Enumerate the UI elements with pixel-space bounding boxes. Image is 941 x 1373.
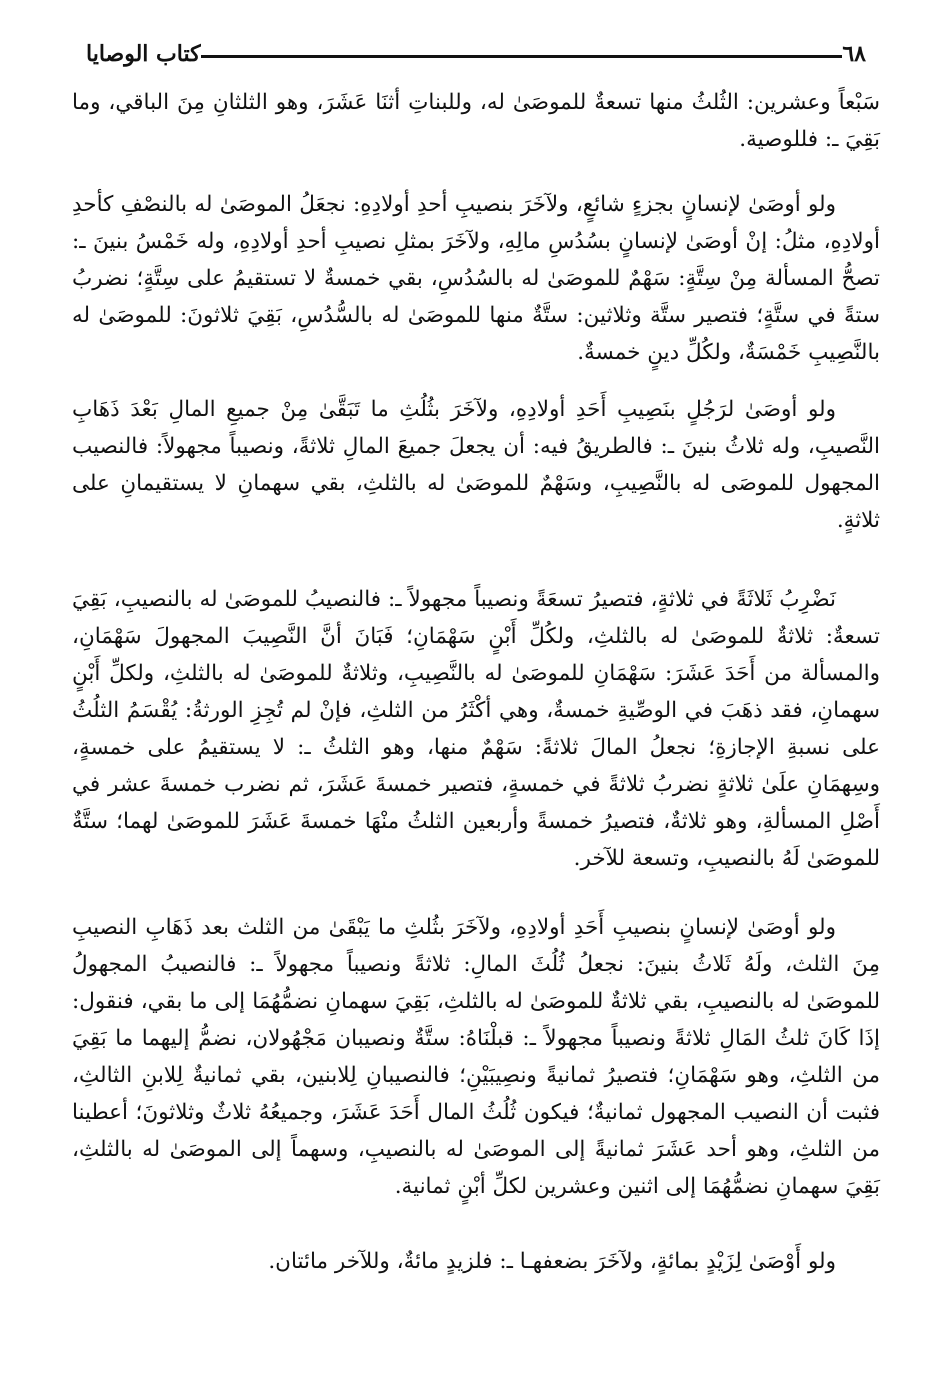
paragraph-1: سَبْعاً وعشرين: الثُلثُ منها تسعةٌ للموصَىٰ له، وللبناتِ أثنَا عَشَرَ، وهو الثلثانِ مِنَ الباقي، وما بَقِيَ ـ: فللوصية. <box>72 90 880 152</box>
running-header <box>72 36 880 72</box>
paragraph-5: ولو أوصَىٰ لإنسانٍ بنصيبِ أَحَدِ أولادِهِ، ولآخَرَ بثُلثِ ما يَبْقَىٰ من الثلث بعد ذَهَابِ النصيبِ مِنَ الثلث، ولَهُ ثَلاثُ بنينَ: نجعلُ ثُلُثَ المالِ: ثلاثةً ونصيباً مجهولاً ـ: فالنصيبُ المجهولُ للموصَىٰ له بالنصيبِ، بقي ثلاثةٌ للموصَىٰ له بالثلثِ، بَقِيَ سهمانِ نضمُّهُمَا إلى ما بقي، فنقول: إذَا كَانَ ثلثُ المَالِ ثلاثةً ونصيباً مجهولاً ـ: قبلْنَاهُ: ستَّةٌ ونصيبان مَجْهُولان، نضمُّ إليهما ما بَقِيَ من الثلثِ، وهو سَهْمَانِ؛ فتصيرُ ثمانيةً ونصِيبَيْنِ؛ فالنصيبانِ لِلابنين، بقي ثمانيةٌ لِلابنِ الثالثِ، فثبت أن النصيب المجهول ثمانيةٌ؛ فيكون ثُلُثُ المال أَحَدَ عَشَرَ، وجميعُهُ ثلاثٌ وثلاثونَ؛ أعطينا من الثلثِ، وهو أحد عَشَرَ ثمانيةً إلى الموصَىٰ له بالنصيبِ، وسهماً إلى الموصَىٰ له بالثلثِ، بَقِيَ سهمانِ نضمُّهُمَا إلى اثنين وعشرين لكلِّ أبْنٍ ثمانية. <box>72 915 880 1199</box>
running-head-title: كتاب الوصايا <box>86 41 201 67</box>
paragraph-6: ولو أَوْصَىٰ لِزَيْدٍ بمائةٍ، ولآخَرَ بضعفهـا ـ: فلزيدٍ مائةٌ، وللآخر مائتان. <box>268 1249 836 1274</box>
header-rule <box>201 55 843 58</box>
body-text <box>72 84 880 1280</box>
paragraph-3: ولو أوصَىٰ لرَجُلٍ بنَصِيبِ أَحَدِ أولادِهِ، ولآخَرَ بثُلُثِ ما تَبَقَّىٰ مِنْ جميعِ المالِ بَعْدَ ذَهَابِ النَّصيبِ، وله ثلاثُ بنينَ ـ: فالطريقُ فيه: أن يجعلَ جميعَ المالِ ثلاثةً، ونصيباً مجهولاً: فالنصيب المجهول للموصَى له بالنَّصِيبِ، وسَهْمٌ للموصَىٰ له بالثلثِ، بقي سهمانِ لا يستقيمانِ على ثلاثةٍ. <box>72 397 880 533</box>
paragraph-4: نَضْرِبُ ثَلاثَةً في ثلاثةٍ، فتصيرُ تسعَةً ونصيباً مجهولاً ـ: فالنصيبُ للموصَىٰ له بالنصيبِ، بَقِيَ تسعةٌ: ثلاثةٌ للموصَىٰ له بالثلثِ، ولكُلِّ أَبْنٍ سَهْمَانِ؛ فَبَانَ أنَّ النَّصِيبَ المجهولَ سَهْمَانِ، والمسألة من أَحَدَ عَشَرَ: سَهْمَانِ للموصَىٰ له بالنَّصِيبِ، وثلاثةٌ للموصَىٰ له بالثلثِ، ولكلِّ أَبْنٍ سهمانِ، فقد ذهَبَ في الوصِّيةِ خمسةٌ، وهي أكْثَرُ من الثلثِ، فإنْ لم تُجِزِ الورثةُ: يُقْسَمُ الثلُثُ على نسبةِ الإجازةِ؛ نجعلُ المالَ ثلاثةً: سَهْمٌ منها، وهو الثلثُ ـ: لا يستقيمُ على خمسةٍ، وسِهمَانِ علَىٰ ثلاثةٍ نضربُ ثلاثةً في خمسةٍ، فتصير خمسةَ عَشَرَ، ثم نضرب خمسةَ عشر في أَصْلِ المسألةِ، وهو ثلاثةٌ، فتصيرُ خمسةً وأربعين الثلثُ منْهَا خمسةَ عَشَرَ للموصَىٰ لهما؛ ستَّةٌ للموصَىٰ لَهُ بالنصيبِ، وتسعة للآخر. <box>72 587 880 871</box>
page-number: ٦٨ <box>842 41 866 67</box>
paragraph-2: ولو أوصَىٰ لإنسانٍ بجزءٍ شائعٍ، ولآخَرَ بنصيبِ أحدِ أولادِهِ: نجعَلُ الموصَىٰ له بالنصْفِ كأحدِ أولادِهِ، مثلُ: إنْ أوصَىٰ لإنسانٍ بسُدُسِ مالِهِ، ولآخَرَ بمثلِ نصيبِ أحدِ أولادِهِ، وله خَمْسُ بنينَ ـ: تصحُّ المسألة مِنْ سِتَّةٍ: سَهْمٌ للموصَىٰ له بالسُدُسِ، بقي خمسةٌ لا تستقيمُ على سِتَّةٍ؛ نضربُ ستةً في ستَّةٍ؛ فتصير ستَّة وثلاثين: ستَّةٌ منها للموصَىٰ له بالسُّدُسِ، بَقِيَ ثلاثونَ: للموصَىٰ له بالنَّصِيبِ خَمْسَةٌ، ولكُلِّ دينٍ خمسةٌ. <box>72 192 880 365</box>
